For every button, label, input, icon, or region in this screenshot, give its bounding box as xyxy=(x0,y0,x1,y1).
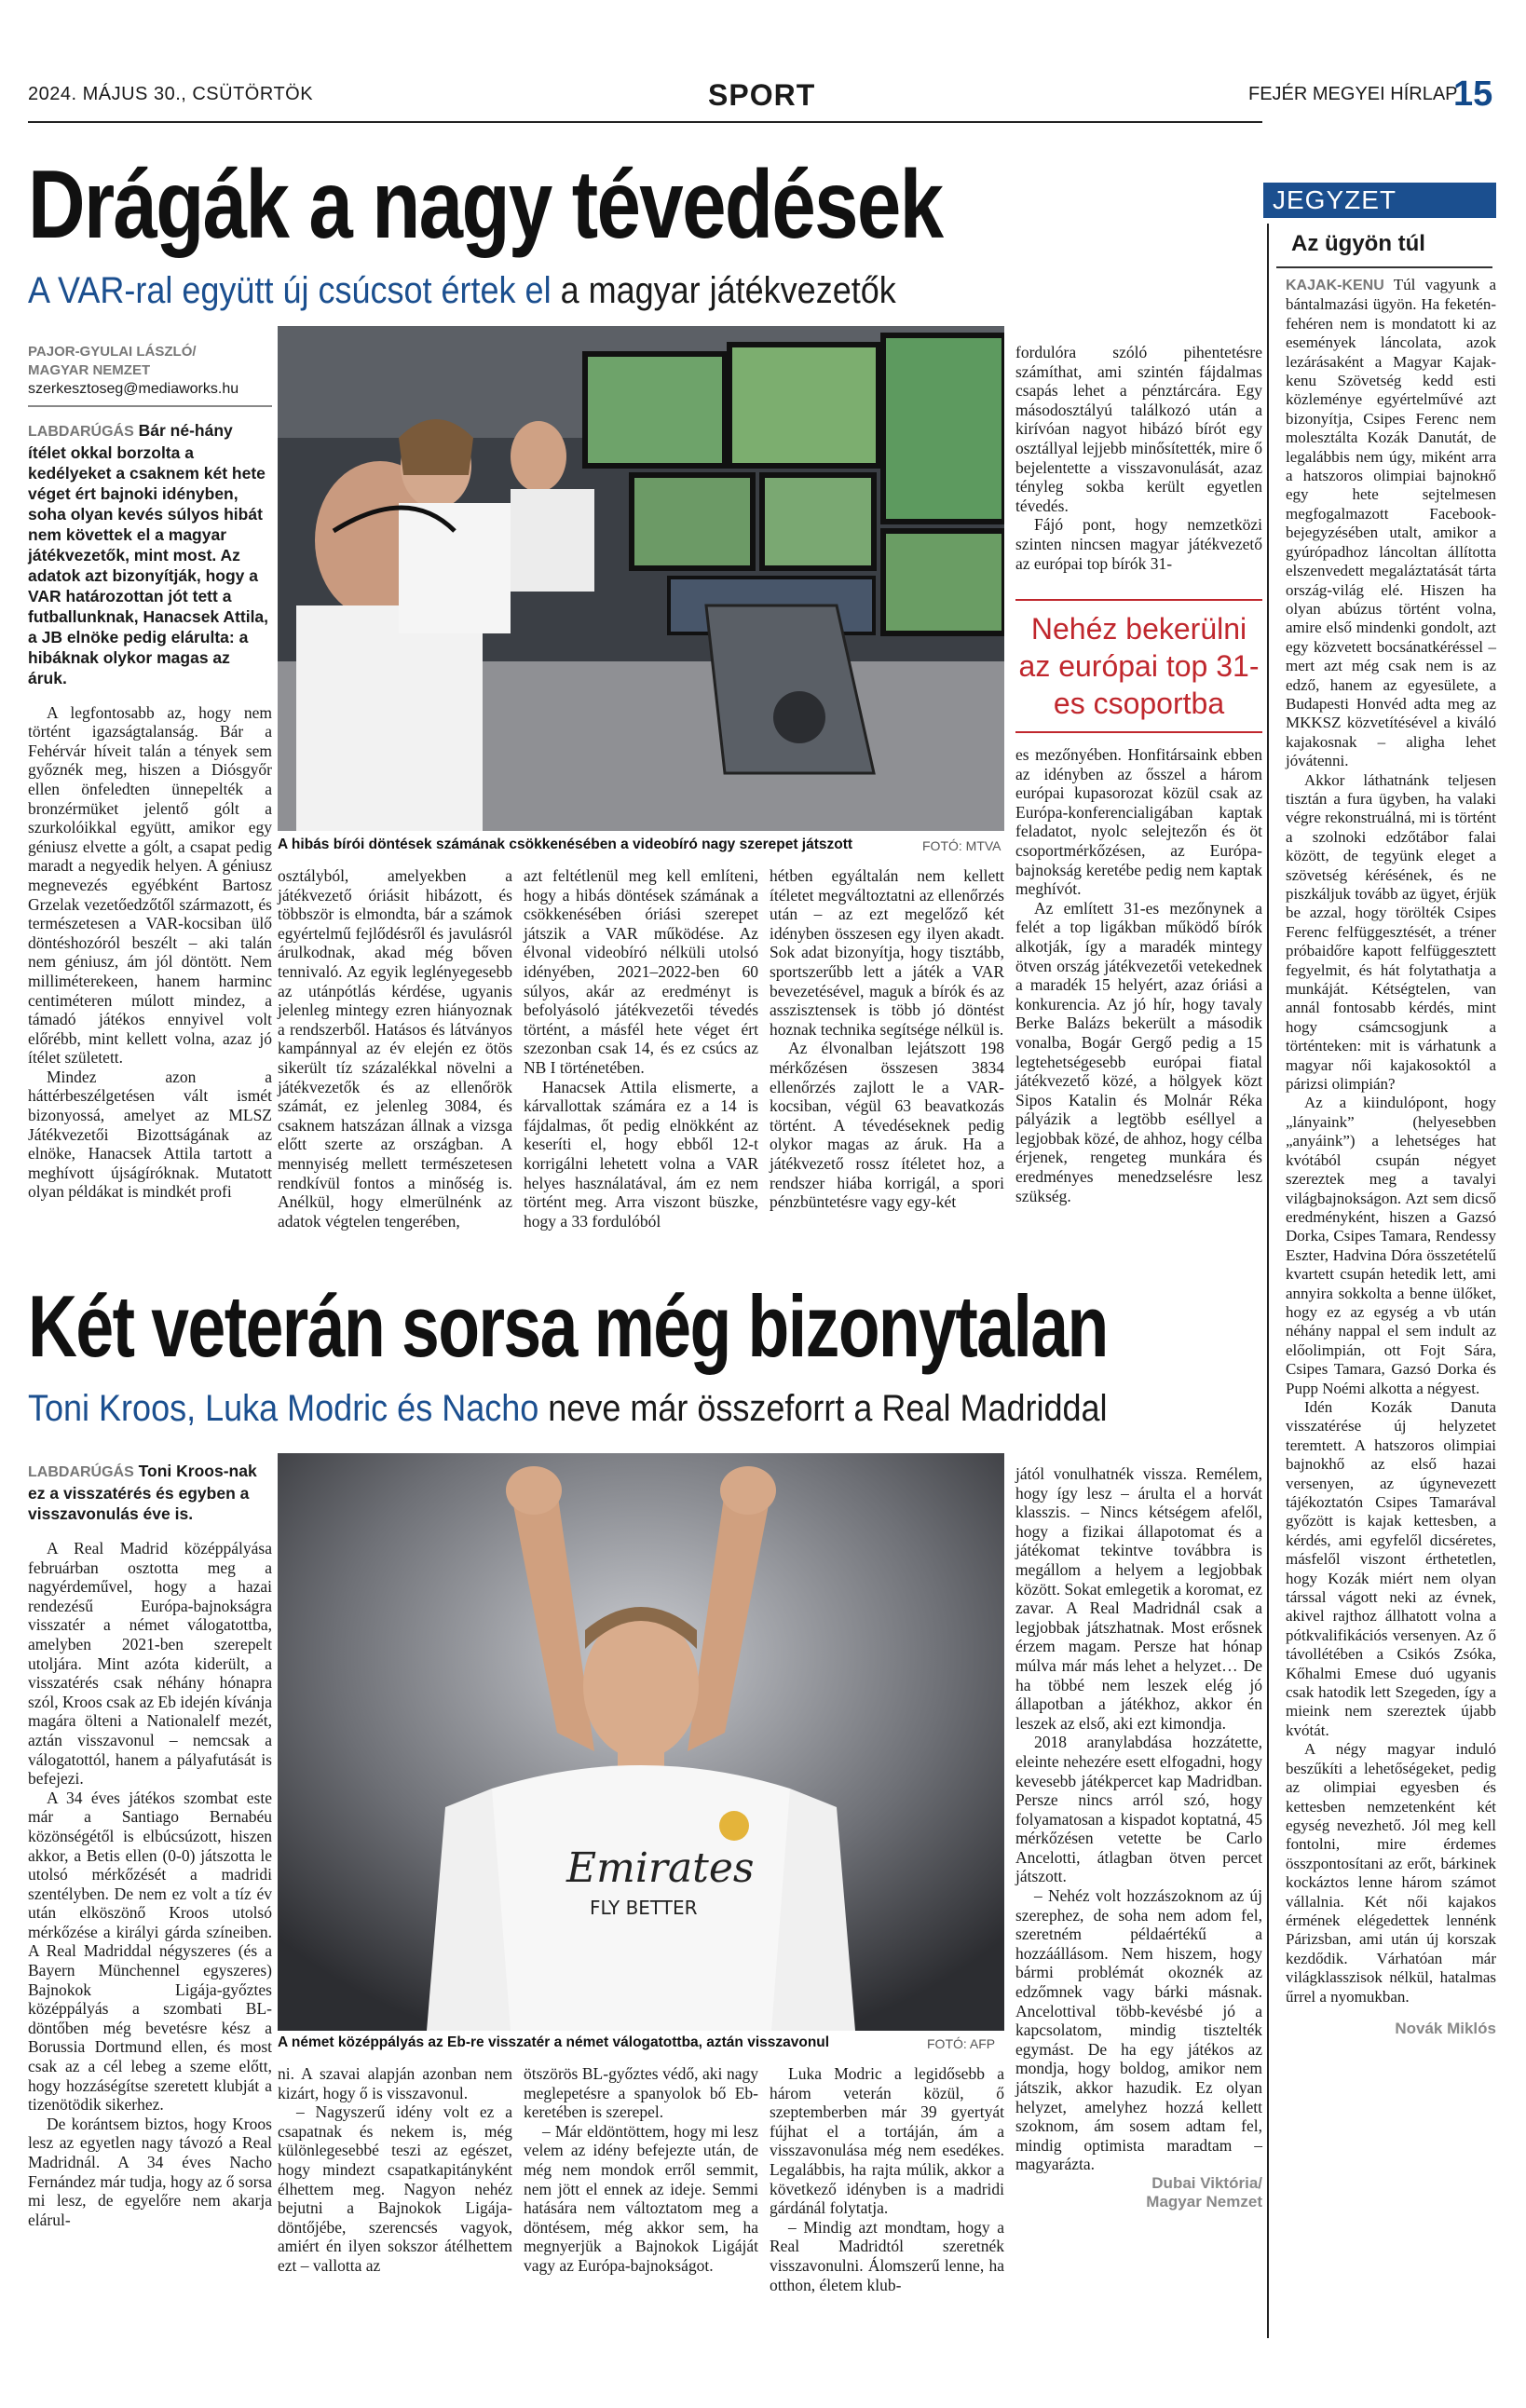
article2-photo-caption: A német középpályás az Eb-re visszatér a német válogatottba, aztán visszavonul xyxy=(278,2034,830,2050)
var-room-illustration xyxy=(278,326,1004,831)
article2-column-4 xyxy=(770,2064,1004,2294)
page-number: 15 xyxy=(1453,75,1493,114)
article1-column-5b xyxy=(1015,745,1262,1205)
byline-email: szerkesztoseg@mediaworks.hu xyxy=(28,380,272,407)
article2-signature-outlet: Magyar Nemzet xyxy=(1146,2192,1262,2211)
article2-column-3 xyxy=(524,2064,758,2276)
header-divider xyxy=(28,121,1262,123)
body-paragraph: jától vonulhatnék vissza. Remélem, hogy így lesz – árulta el a horvát klasszis. – Nincs kétségem afelől, hogy a fizikai állapotomat és a játékomat tekintve továbbra is megállom a helyem a legjobbak között. Sokat emlegetik a koromat, ez zavar. A Real Madridnál csak a legjobbak játszhatnak. Most erősnek érzem magam. Persze hat hónap múlva már más lehet a helyzet… De ha többé nem leszek elég jó állapotban a játékhoz, akkor én leszek az első, aki ezt kimondja. xyxy=(1015,1464,1262,1733)
sidebar-label: JEGYZET xyxy=(1263,183,1496,218)
body-paragraph xyxy=(1286,276,1496,771)
article2-column-2 xyxy=(278,2064,512,2276)
article1-photo-caption: A hibás bírói döntések számának csökkenésében a videobíró nagy szerepet játszott xyxy=(278,837,853,852)
body-paragraph: – Nehéz volt hozzászoknom az új szerephez, de soha nem adom fel, szeretném példaértékű a hozzáállásom. Nem hiszem, hogy bármi problémát okoznék az edzőmnek vagy bárki másnak. Ancelottival több-kevésbé jó a kapcsolatom, mindig tisztelték egymást. De ha egy játékos az mondja, hogy boldog, amikor nem játszik, akkor hazudik. Ez olyan helyzet, amelyhez hozzá kellett szoknom, ám sosem adtam fel, mindig optimista maradtam – magyarázta. xyxy=(1015,1886,1262,2174)
body-paragraph: Luka Modric a legidősebb a három veterán közül, ő szeptemberben már 39 gyertyát fújhat el a tortáján, ám a visszavonulása még nem esedékes. Legalábbis, ha rajta múlik, akkor a következő idényben is a madridi gárdánál folytatja. xyxy=(770,2064,1004,2218)
pull-quote: Nehéz bekerülni az európai top 31-es csoportba xyxy=(1015,599,1262,733)
article1-photo-credit: FOTÓ: MTVA xyxy=(922,838,1001,853)
issue-date: 2024. MÁJUS 30., CSÜTÖRTÖK xyxy=(28,84,314,104)
article1-lead xyxy=(28,420,272,688)
article2-lead-text: Toni Kroos-nak ez a visszatérés és egyben a visszavonulás éve is. xyxy=(28,1462,257,1523)
shirt-slogan: FLY BETTER xyxy=(590,1897,698,1919)
sidebar-divider xyxy=(1267,224,1269,2338)
body-paragraph: Idén Kozák Danuta visszatérése új helyzetet teremtett. A hatszoros olimpiai bajnokhő az első hazai versenyen, az úgynevezett tájékoztatón Csipes Tamarával győzött is kajak kettesben, a kérdés, ami egyfelől dicséretes, másfelől viszont érthetetlen, hogy Kozák miért nem olyan társsal vágott neki az évnek, akivel rajthoz állhatott volna a pótkvalifikációs versenyen. Az ő távollétében a Csikós Zsóka, Kőhalmi Emese duó ugyanis csak hatodik lett Szegeden, így a mieink nem szereztek újabb kvótát. xyxy=(1286,1397,1496,1739)
section-title: SPORT xyxy=(708,78,816,112)
sidebar-signature: Novák Miklós xyxy=(1395,2019,1496,2037)
body-paragraph: A négy magyar induló beszűkíti a lehetőségeket, pedig az olimpiai egyesben és kettesben nemzetenként két egység nevezhető. Jól meg kell fontolni, mire érdemes összpontosítani az erőt, bárkinek kockáztos lenne három számot vállalnia. Két női kajakos érmének elégedettek lennénk Párizsban, ami után új korszak kezdődik. Várhatóan már világklasszisok nélkül, hatalmas űrrel a nyomukban. xyxy=(1286,1740,1496,2006)
body-paragraph: – Nagyszerű idény volt ez a csapatnak és nekem is, még különlegesebbé teszi az egészet, hogy mindezt csapatkapitányként élhettem meg. Nagyon nehéz bejutni a Bajnokok Ligája-döntőjébe, szerencsés vagyok, amiért én ilyen sokszor átélhettem ezt – vallotta az xyxy=(278,2102,512,2275)
article1-column-4 xyxy=(770,866,1004,1212)
article1-column-3 xyxy=(524,866,758,1231)
article1-column-2 xyxy=(278,866,512,1231)
article1-column-5a xyxy=(1015,343,1262,573)
body-paragraph: Akkor láthatnánk teljesen tisztán a fura ügyben, ha valaki végre rekonstruálná, mi is történt a szolnoki edzőtábor falai között, de tegyünk eleget a szövetség kérésének, és ne piszkáljuk tovább az ügyet, érjük be azzal, hogy törölték Csipes Ferenc felfüggesztését, a tréner próbaidőre kapott felfüggesztett fegyelmit, és hát folytathatja a munkáját. Kétségtelen, van annál fontosabb kérdés, mint hogy csámcsogjunk a történteken: mit is várhatunk a magyar női kajakosoktól a párizsi olimpián? xyxy=(1286,770,1496,1094)
body-paragraph: hétben egyáltalán nem kellett ítéletet megváltoztatni az ellenőrzés után – az ezt megelőző két idényben összesen egy ilyen akadt. Sok adat bizonyítja, hogy tisztább, sportszerűbb lett a játék a VAR bevezetésével, maguk a bírók és az asszisztensek is több jó döntést hoznak technika segítsége nélkül is. xyxy=(770,866,1004,1039)
body-paragraph: ni. A szavai alapján azonban nem kizárt, hogy ő is visszavonul. xyxy=(278,2064,512,2102)
article2-sub-rest: neve már összeforrt a Real Madriddal xyxy=(538,1388,1108,1429)
article2-headline: Két veterán sorsa még bizonytalan xyxy=(28,1277,1108,1375)
sidebar-title: Az ügyön túl xyxy=(1291,231,1425,256)
article2-photo-credit: FOTÓ: AFP xyxy=(927,2036,996,2051)
article2-column-5 xyxy=(1015,1464,1262,2211)
body-paragraph: A Real Madrid középpályása februárban osztotta meg a nagyérdeművel, hogy a hazai rendezésű Európa-bajnokságra visszatér a német válogatottba, amelyben 2021-ben szerepelt utoljára. Mint azóta kiderült, a visszatérés csak néhány hónapra szól, Kroos csak az Eb idején kívánja magára ölteni a Nationalelf mezét, aztán visszavonul – nemcsak a válogatottól, hanem a pályafutását is befejezi. xyxy=(28,1539,272,1789)
sidebar-lead-text: Túl vagyunk a bántalmazási ügyön. Ha feketén-fehéren nem is mondatott ki az események láncolata, azok lezárásaként a Magyar Kajak-kenu Szövetség kedd esti közleménye egyértelművé azt bizonyítja, Csipes Ferenc nem molesztálta Kozák Danutát, de legalábbis nem úgy, miként arra a hatszoros olimpiai bajnokнő egy hete sejtelmesen megfogalmazott Facebook-bejegyzésében utalt, amikor a gyúrópadhoz láncoltan állította elszenvedett megaláztatását tárta ország-világ elé. Hiszen ha olyan abúzus történt volna, amire első mindenki gondolt, azt egy közvetett bocsánatkéréssel – mert azt még csak nem is az edző, hanem az egyesülete, a Budapesti Honvéd adta meg az MKKSZ közvetítésével a kiváló kajakosnak – aligha lehet jóvátenni. xyxy=(1286,276,1496,770)
article1-sub-rest: a magyar játékvezetők xyxy=(551,270,896,311)
sidebar-kicker: KAJAK-KENU xyxy=(1286,278,1384,293)
article1-kicker: LABDARÚGÁS xyxy=(28,423,134,440)
body-paragraph: – Már eldöntöttem, hogy mi lesz velem az idény befejezte után, de még nem mondok erről semmit, nem jött el ennek az ideje. Semmi hatására nem változtatom meg a döntésem, még akkor sem, ha megnyerjük a Bajnokok Ligáját vagy az Európa-bajnokságot. xyxy=(524,2121,758,2275)
body-paragraph: es mezőnyében. Honfitársaink ebben az idényben az ősszel a három európai kupasorozat közül csak az Európa-konferencialigában kaptak feladatot, nyolc selejtezőn és öt csoportmérkőzésen, az Európa-bajnokság keretébe pedig nem kaptak meghívót. xyxy=(1015,745,1262,899)
body-paragraph: De korántsem biztos, hogy Kroos lesz az egyetlen nagy távozó a Real Madridnál. A 34 éves Nacho Fernández már tudja, hogy az ő sorsa mi lesz, de egyelőre nem akarja elárul- xyxy=(28,2114,272,2229)
article2-kicker: LABDARÚGÁS xyxy=(28,1464,134,1480)
body-paragraph: osztályból, amelyekben a játékvezető óriásit hibázott, és többször is elmondta, bár a számok egyértelmű fejlődésről és javulásról árulkodnak, akad még bőven tennivaló. Az egyik leglényegesebb az utánpótlás kérdése, ugyanis jelenleg mintegy ezren hiányoznak a rendszerből. Hatásos és látványos kampánnyal az év elején ez ötös sikerült tíz százalékkal növelni a játékvezetők és az ellenőrök számát, ez jelenleg 3084, és csaknem hatszázan állnak a vizsga előtt szerte az országban. A mennyiség mellett természetesen rendkívül fontos a minőség is. Anélkül, hogy elmerülnénk az adatok végtelen tengerében, xyxy=(278,866,512,1231)
article2-lead xyxy=(28,1461,272,1524)
body-paragraph: 2018 aranylabdása hozzátette, eleinte nehezére esett elfogadni, hogy kevesebb játékpercet kap Madridban. Persze nincs arról szó, hogy folyamatosan a kispadot koptatná, 45 mérkőzésen vetette be Carlo Ancelotti, átlagban ötven percet játszott. xyxy=(1015,1733,1262,1886)
byline-author: PAJOR-GYULAI LÁSZLÓ/ xyxy=(28,344,197,360)
body-paragraph: – Mindig azt mondtam, hogy a Real Madridtól szeretnék visszavonulni. Álomszerű lenne, ha otthon, életem klub- xyxy=(770,2217,1004,2294)
article1-lead-text: Bár né-hány ítélet okkal borzolta a kedélyeket a csaknem két hete véget ért bajnoki idényben, soha olyan kevés súlyos hibát nem követtek el a magyar játékvezetők, mint most. Az adatok azt bizonyítják, hogy a VAR határozottan jót tett a futballunknak, Hanacsek Attila, a JB elnöke pedig elárulta: a hibáknak olykor magas az áruk. xyxy=(28,420,269,687)
article1-sub-highlight: A VAR-ral együtt új csúcsot értek el xyxy=(28,270,552,311)
body-paragraph: A legfontosabb az, hogy nem történt igazságtalanság. Bár a Fehérvár híveit talán a tények sem győznék meg, hiszen a Diósgyőr ellen önfeledten ünnepelték a bronzérmüket jelentő gólt a szurkolóikkal együtt, amikor egy géniusz elvette a gólt, a csapat pedig maradt a negyedik helyen. A géniusz megnevezés egyébként Bartosz Grzelak vezetőedzőtől származott, és természetesen a VAR-kocsiban ülő döntéshozóról beszélt – aki talán nem géniusz, ám jól döntött. Nem milliméterekeen, hanem harminc centiméteren múlott mindez, a támadó játékos ennyivel volt előrébb, mint kellett volna, azaz jó ítélet született. xyxy=(28,702,272,1068)
article1-column-1 xyxy=(28,343,272,1202)
body-paragraph: fordulóra szóló pihentetésre számíthat, ami szintén fájdalmas csapás lehet a pénztárcára. Egy másodosztályú találkozó után a kirívóan nagyot hibázó bírót egy osztállyal lejjebb minősítették, mire ő bejelentette a visszavonulását, azaz tényleg sokba került egyetlen tévedés. xyxy=(1015,343,1262,515)
sidebar-column xyxy=(1286,276,1496,2038)
body-paragraph: Mindez azon a háttérbeszélgetésen vált ismét bizonyossá, amelyet az MLSZ Játékvezetői Bizottságának az elnöke, Hanacsek Attila tartott a meghívott újságíróknak. Mutatott olyan példákat is mindkét profi xyxy=(28,1067,272,1202)
kroos-illustration xyxy=(278,1453,1004,2031)
body-paragraph: A 34 éves játékos szombat este már a Santiago Bernabéu közönségétől is elbúcsúzott, hiszen akkor, a Betis ellen (0-0) játszotta le utolsó mérkőzését a madridi szentélyben. De nem ez volt a tíz év után elköszönő Kroos utolsó mérkőzése a királyi gárda színeiben. A Real Madriddal négyszeres (és a Bayern Münchennel egyszeres) Bajnokok Ligája-győztes középpályás a szombati BL-döntőben még bevetésre kész a Borussia Dortmund ellen, és most csak az a cél lebeg a szeme előtt, hogy hozzáségítse szeretett klubját a tizenötödik sikerhez. xyxy=(28,1788,272,2115)
article2-photo-kroos xyxy=(278,1453,1004,2031)
article1-headline: Drágák a nagy tévedések xyxy=(28,151,943,259)
article2-subheadline xyxy=(28,1388,1108,1430)
article2-sub-highlight: Toni Kroos, Luka Modric és Nacho xyxy=(28,1388,539,1429)
article1-subheadline xyxy=(28,270,896,312)
body-paragraph: Hanacsek Attila elismerte, a kárvallottak számára ez a 14 is fájdalmas, őt pedig elnökként az keseríti el, hogy ebből 12-t korrigálni lehetett volna a VAR helyes használatával, ám ez nem történt meg. Arra viszont büszke, hogy a 33 fordulóból xyxy=(524,1077,758,1231)
article2-column-1 xyxy=(28,1461,272,2229)
article1-photo-var-room xyxy=(278,326,1004,831)
paper-name: FEJÉR MEGYEI HÍRLAP xyxy=(1248,84,1458,104)
body-paragraph: Az említett 31-es mezőnynek a felét a top ligákban működő bírók alkotják, így a maradék mintegy ötven ország játékvezetői vetekednek a maradék 15 helyért, azaz óriási a konkurencia. Az jó hír, hogy tavaly Berke Balázs bekerült a második vonalba, Bogár Gergő pedig a 15 legtehetségesebb európai fiatal játékvezető közé, a hölgyek közt Sipos Katalin és Molnár Réka pályázik a legtöbb eséllyel a legjobbak közé, de ahhoz, hogy célba érjenek, rengeteg munkára és eredményes menedzselésre lesz szükség. xyxy=(1015,898,1262,1205)
body-paragraph: Fájó pont, hogy nemzetközi szinten nincsen magyar játékvezető az európai top bírók 31- xyxy=(1015,515,1262,573)
shirt-sponsor: Emirates xyxy=(566,1844,755,1892)
article2-signature-author: Dubai Viktória/ xyxy=(1151,2173,1262,2192)
sidebar-title-rule xyxy=(1276,266,1492,268)
body-paragraph: Az a kiindulópont, hogy „lányaink” (helyesebben „anyáink”) a lehetséges hat kvótából csupán négyet szereztek meg a tavalyi világbajnokságon. Azt sem dicső eredményként, hiszen a Gazsó Dorka, Csipes Tamara, Rendessy Eszter, Hadvina Dóra összetételű kvartett csupán hetedik lett, ami annyira sokkolta a benne ülőket, hogy ez az egység a vb után néhány nappal el sem indult az előolimpián, ott Fojt Sára, Csipes Tamara, Gazsó Dorka és Pupp Noémi alkotta a négyest. xyxy=(1286,1094,1496,1397)
body-paragraph: Az élvonalban lejátszott 198 mérkőzésen összesen 3834 ellenőrzés zajlott le a VAR-kocsiban, végül 63 beavatkozás történt. A tévedéseknek pedig olykor magas az áruk. Ha a játékvezető rossz ítéletet hoz, a rendszer hiába korrigál, a spori pénzbüntetésre vagy egy-két xyxy=(770,1039,1004,1212)
body-paragraph: ötszörös BL-győztes védő, aki nagy meglepetésre a spanyolok bő Eb-keretében is szerepel. xyxy=(524,2064,758,2122)
body-paragraph: azt feltétlenül meg kell említeni, hogy a hibás döntések számának a csökkenésében óriási szerepet játszik a VAR működése. Az élvonal videobíró nélküli utolsó idényében, 2021–2022-ben 60 súlyos, akár az eredményt is befolyásoló játékvezetői tévedés történt, a másfél hete véget ért szezonban csak 14, és ez csúcs az NB I történetében. xyxy=(524,866,758,1077)
byline-outlet: MAGYAR NEMZET xyxy=(28,362,151,378)
